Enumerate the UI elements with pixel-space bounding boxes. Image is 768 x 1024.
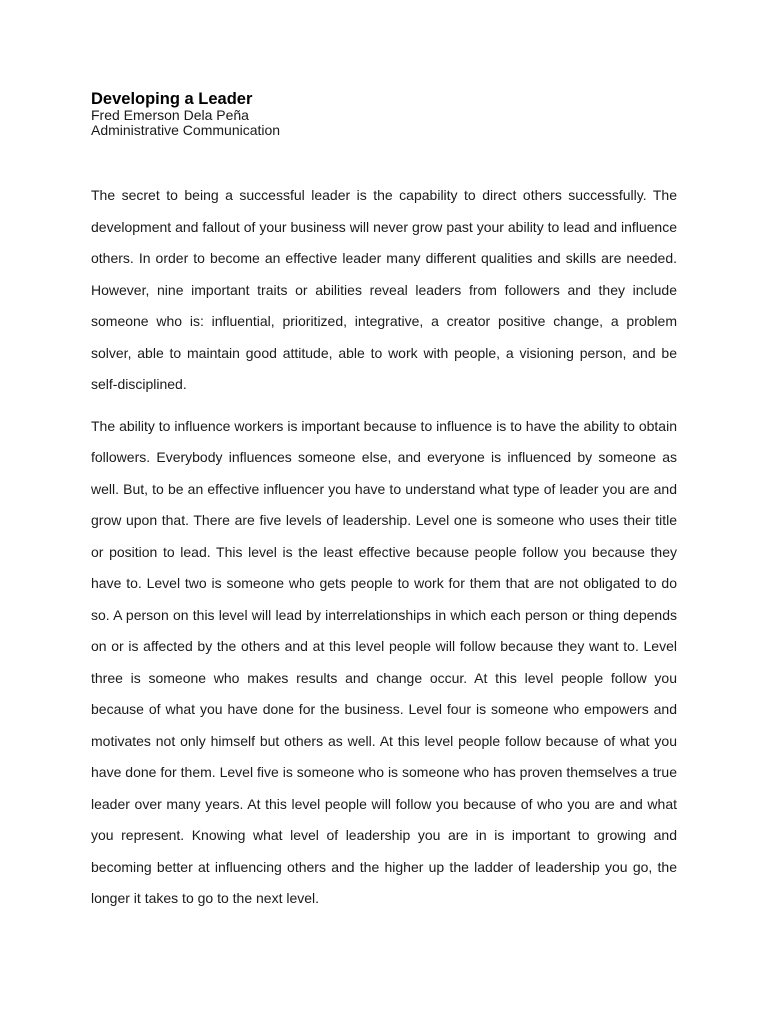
course-name: Administrative Communication (91, 122, 281, 138)
author-name: Fred Emerson Dela Peña (91, 107, 249, 123)
document-header (91, 90, 681, 138)
document-body (91, 180, 677, 925)
document-title: Developing a Leader (91, 90, 253, 108)
paragraph-2: The ability to influence workers is important because to influence is to have the ability to obtain followers. Everybody influences someone else, and everyone is influenced by someone as well. But, to be an effective influencer you have to understand what type of leader you are and grow upon that. There are five levels of leadership. Level one is someone who uses their title or position to lead. This level is the least effective because people follow you because they have to. Level two is someone who gets people to work for them that are not obligated to do so. A person on this level will lead by interrelationships in which each person or thing depends on or is affected by the others and at this level people will follow because they want to. Level three is someone who makes results and change occur. At this level people follow you because of what you have done for the business. Level four is someone who empowers and motivates not only himself but others as well. At this level people follow because of what you have done for them. Level five is someone who is someone who has proven themselves a true leader over many years. At this level people will follow you because of who you are and what you represent. Knowing what level of leadership you are in is important to growing and becoming better at influencing others and the higher up the ladder of leadership you go, the longer it takes to go to the next level. (91, 417, 677, 906)
paragraph-1: The secret to being a successful leader is the capability to direct others successfully. The development and fallout of your business will never grow past your ability to lead and influence others. In order to become an effective leader many different qualities and skills are needed. However, nine important traits or abilities reveal leaders from followers and they include someone who is: influential, prioritized, integrative, a creator positive change, a problem solver, able to maintain good attitude, able to work with people, a visioning person, and be self-disciplined. (91, 187, 677, 392)
